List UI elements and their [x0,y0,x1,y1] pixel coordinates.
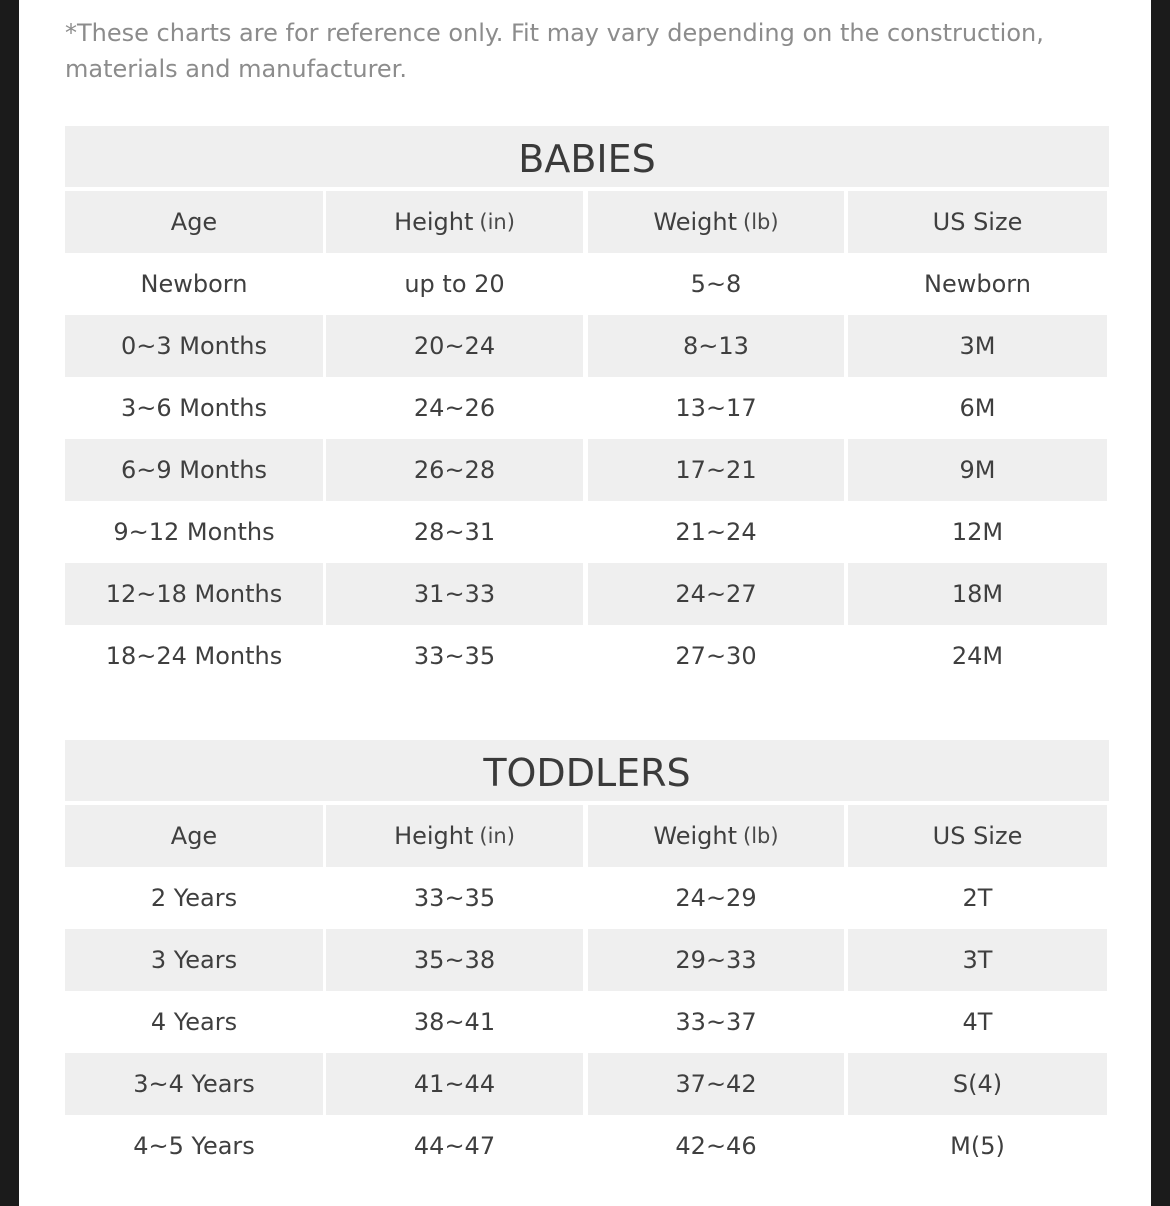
age-cell: 2 Years [150,884,238,912]
weight-cell: 29~33 [588,929,844,991]
age-cell: 3~4 Years [65,1053,323,1115]
age-cell: 9~12 Months [113,518,275,546]
weight-column-header [588,805,844,867]
weight-cell: 5~8 [690,270,742,298]
weight-cell: 13~17 [675,394,757,422]
babies-table-title: BABIES [65,126,1109,187]
us-size-cell: 6M [959,394,996,422]
height-cell: 24~26 [413,394,496,422]
weight-cell: 27~30 [675,642,757,670]
height-cell: 20~24 [326,315,583,377]
table-row [65,315,1109,377]
weight-label: Weight [653,822,738,850]
us-size-column-header: US Size [848,191,1107,253]
disclaimer-text: *These charts are for reference only. Fit may vary depending on the construction, materials and manufacturer. [65,19,1044,83]
table-row [65,253,1109,315]
age-cell: 3~6 Months [120,394,267,422]
babies-size-table [65,126,1109,687]
weight-cell: 24~29 [675,884,757,912]
us-size-cell: S(4) [848,1053,1107,1115]
us-size-cell: 4T [962,1008,993,1036]
us-size-cell: Newborn [924,270,1031,298]
height-cell: 44~47 [413,1132,496,1160]
age-cell: 12~18 Months [65,563,323,625]
height-cell: 35~38 [326,929,583,991]
toddlers-table-title: TODDLERS [65,740,1109,801]
height-unit: (in) [479,824,515,848]
table-row [65,501,1109,563]
table-row [65,625,1109,687]
table-row [65,1115,1109,1177]
us-size-cell: M(5) [950,1132,1005,1160]
age-cell: 4 Years [150,1008,238,1036]
us-size-cell: 12M [951,518,1004,546]
height-cell: 33~35 [413,884,496,912]
height-label: Height [394,822,474,850]
height-column-header [326,191,583,253]
table-row [65,991,1109,1053]
us-size-column-header: US Size [848,805,1107,867]
weight-cell: 37~42 [588,1053,844,1115]
us-size-cell: 3T [848,929,1107,991]
height-label: Height [394,208,474,236]
weight-cell: 21~24 [675,518,757,546]
toddlers-header-row [65,805,1109,867]
us-size-cell: 2T [962,884,993,912]
us-size-cell: 24M [951,642,1004,670]
height-cell: up to 20 [404,270,505,298]
us-size-cell: 9M [848,439,1107,501]
height-cell: 38~41 [413,1008,496,1036]
weight-cell: 42~46 [675,1132,757,1160]
weight-unit: (lb) [743,210,779,234]
age-cell: 3 Years [65,929,323,991]
weight-label: Weight [653,208,738,236]
us-size-cell: 3M [848,315,1107,377]
age-cell: Newborn [140,270,248,298]
age-cell: 4~5 Years [133,1132,255,1160]
height-cell: 26~28 [326,439,583,501]
age-cell: 6~9 Months [65,439,323,501]
us-size-cell: 18M [848,563,1107,625]
weight-column-header [588,191,844,253]
table-row [65,563,1109,625]
height-cell: 31~33 [326,563,583,625]
toddlers-size-table [65,740,1109,1177]
babies-header-row [65,191,1109,253]
table-row [65,867,1109,929]
age-cell: 0~3 Months [65,315,323,377]
weight-cell: 33~37 [675,1008,757,1036]
age-cell: 18~24 Months [105,642,283,670]
weight-cell: 8~13 [588,315,844,377]
size-chart-panel [19,0,1151,1206]
table-row [65,1053,1109,1115]
weight-cell: 17~21 [588,439,844,501]
height-cell: 41~44 [326,1053,583,1115]
height-unit: (in) [479,210,515,234]
table-row [65,439,1109,501]
table-row [65,377,1109,439]
age-column-header: Age [65,805,323,867]
height-cell: 33~35 [413,642,496,670]
height-column-header [326,805,583,867]
age-column-header: Age [65,191,323,253]
table-row [65,929,1109,991]
weight-unit: (lb) [743,824,779,848]
weight-cell: 24~27 [588,563,844,625]
height-cell: 28~31 [413,518,496,546]
